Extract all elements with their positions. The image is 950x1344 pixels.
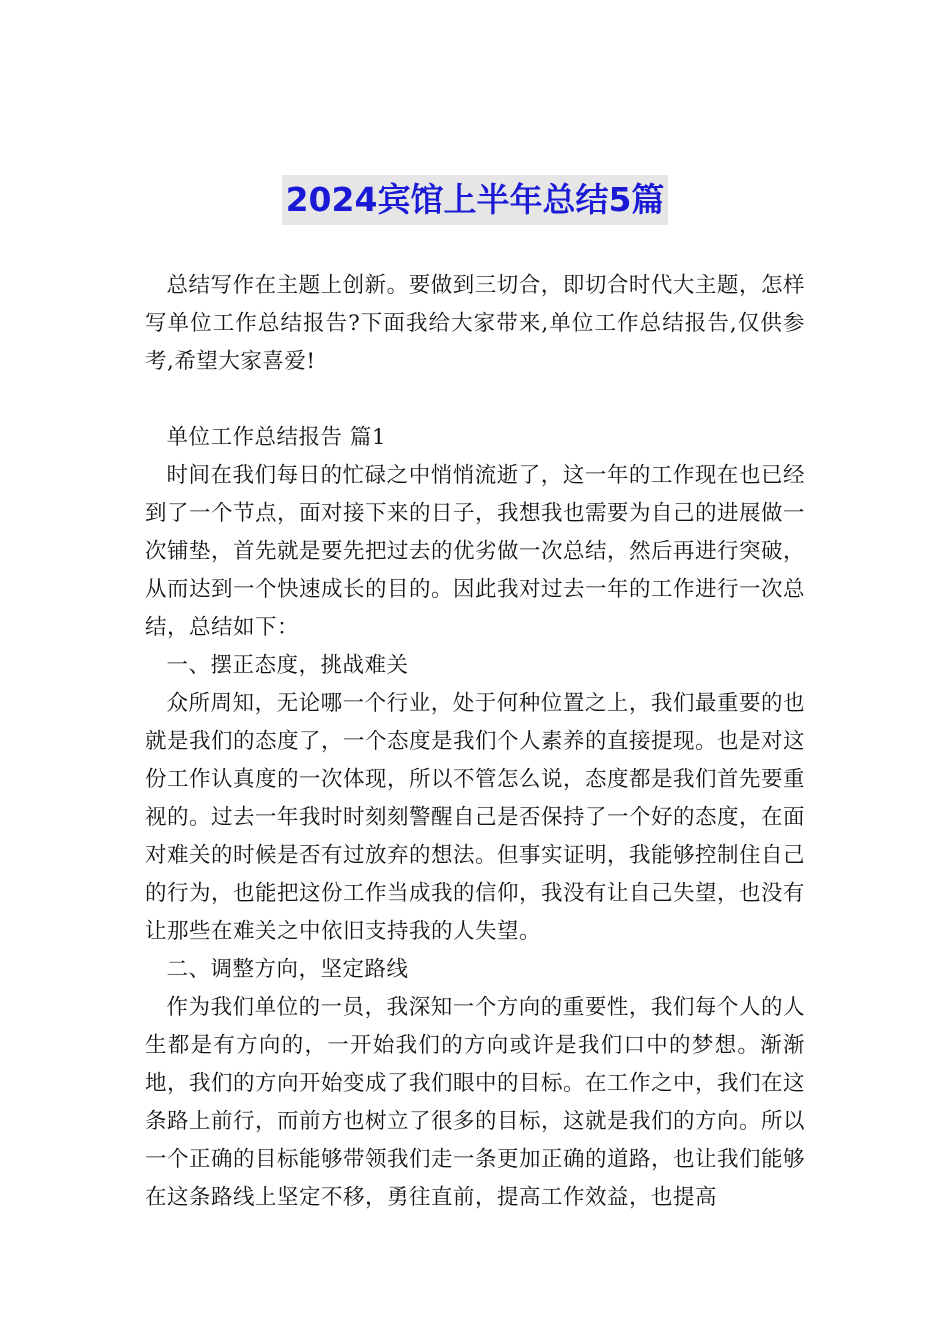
document-body [145,267,805,1217]
title-container [0,175,950,225]
subheading-2: 二、调整方向，坚定路线 [166,957,409,982]
paragraph-gap [145,381,805,419]
subheading-1: 一、摆正态度，挑战难关 [166,653,409,678]
body-paragraph-2: 众所周知，无论哪一个行业，处于何种位置之上，我们最重要的也就是我们的态度了，一个态度是我们个人素养的直接提现。也是对这份工作认真度的一次体现，所以不管怎么说，态度都是我们首先要重视的。过去一年我时时刻刻警醒自己是否保持了一个好的态度，在面对难关的时候是否有过放弃的想法。但事实证明，我能够控制住自己的行为，也能把这份工作当成我的信仰，我没有让自己失望，也没有让那些在难关之中依旧支持我的人失望。 [145,691,806,944]
intro-paragraph: 总结写作在主题上创新。要做到三切合，即切合时代大主题，怎样写单位工作总结报告?下面我给大家带来,单位工作总结报告,仅供参考,希望大家喜爱! [145,273,805,374]
document-title: 2024宾馆上半年总结5篇 [282,175,669,225]
section-title: 单位工作总结报告 篇1 [166,425,387,450]
body-paragraph-3: 作为我们单位的一员，我深知一个方向的重要性，我们每个人的人生都是有方向的，一开始我们的方向或许是我们口中的梦想。渐渐地，我们的方向开始变成了我们眼中的目标。在工作之中，我们在这条路上前行，而前方也树立了很多的目标，这就是我们的方向。所以一个正确的目标能够带领我们走一条更加正确的道路，也让我们能够在这条路线上坚定不移，勇往直前，提高工作效益，也提高 [145,995,806,1210]
body-paragraph-1: 时间在我们每日的忙碌之中悄悄流逝了，这一年的工作现在也已经到了一个节点，面对接下来的日子，我想我也需要为自己的进展做一次铺垫，首先就是要先把过去的优劣做一次总结，然后再进行突破，从而达到一个快速成长的目的。因此我对过去一年的工作进行一次总结，总结如下： [145,463,806,640]
